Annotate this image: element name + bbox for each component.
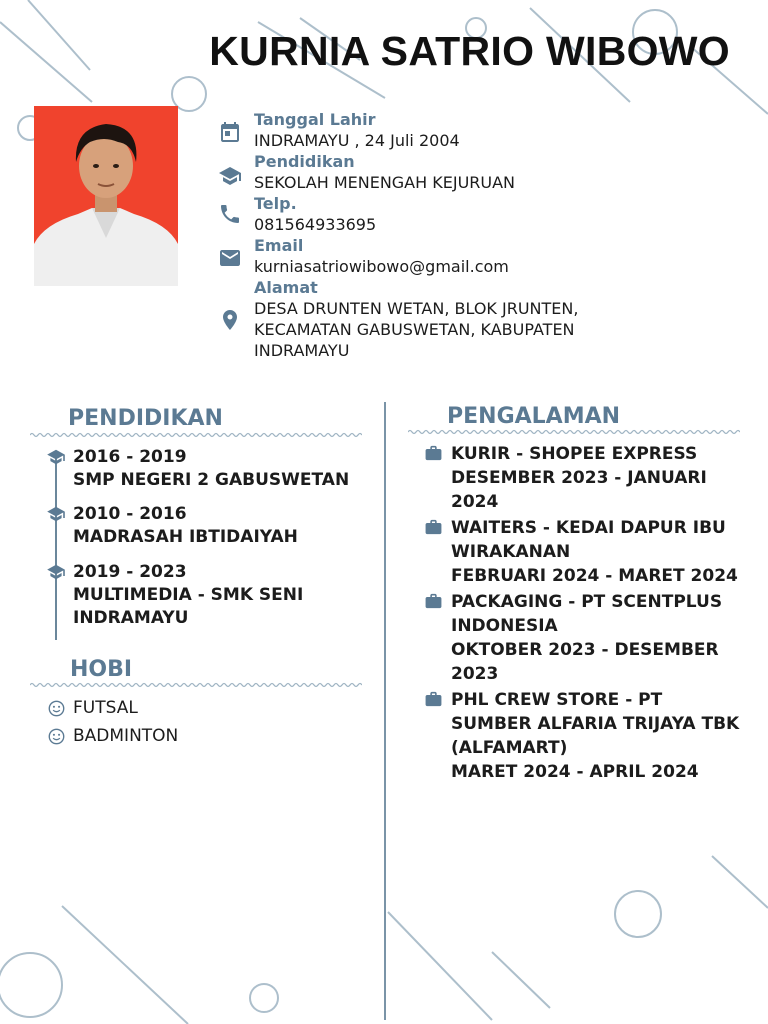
briefcase-icon (424, 691, 443, 707)
info-label: Telp. (254, 194, 297, 213)
experience-role: KURIR - SHOPEE EXPRESS (451, 444, 698, 464)
education-school: MADRASAH IBTIDAIYAH (73, 527, 298, 547)
hobby-item (48, 722, 178, 750)
info-value: INDRAMAYU , 24 Juli 2004 (254, 131, 460, 150)
hobby-label: FUTSAL (73, 698, 138, 718)
mail-icon (218, 246, 242, 270)
smiley-icon (48, 728, 65, 745)
info-value: DESA DRUNTEN WETAN, BLOK JRUNTEN, KECAMATAN GABUSWETAN, KABUPATEN INDRAMAYU (254, 299, 579, 360)
phone-icon (218, 202, 242, 226)
experience-period: DESEMBER 2023 - JANUARI 2024 (451, 468, 707, 512)
info-phone (218, 194, 668, 235)
info-value: SEKOLAH MENENGAH KEJURUAN (254, 173, 516, 192)
education-item (46, 503, 366, 549)
briefcase-icon (424, 593, 443, 609)
info-label: Email (254, 236, 304, 255)
wavy-divider (30, 432, 362, 438)
experience-role: PACKAGING - PT SCENTPLUS INDONESIA (451, 592, 723, 636)
education-years: 2016 - 2019 (73, 447, 187, 467)
location-pin-icon (218, 308, 242, 332)
personal-info (218, 110, 668, 361)
graduation-cap-icon (218, 164, 242, 188)
hobby-item (48, 694, 178, 722)
experience-period: MARET 2024 - APRIL 2024 (451, 762, 699, 782)
briefcase-icon (424, 445, 443, 461)
info-value: kurniasatriowibowo@gmail.com (254, 257, 509, 276)
info-label: Tanggal Lahir (254, 110, 376, 129)
calendar-icon (218, 120, 242, 144)
education-item (46, 446, 366, 492)
experience-item (424, 442, 741, 514)
experience-period: OKTOBER 2023 - DESEMBER 2023 (451, 640, 719, 684)
briefcase-icon (424, 519, 443, 535)
experience-item (424, 688, 741, 784)
section-title-hobi: HOBI (70, 657, 133, 682)
graduation-cap-icon (46, 449, 66, 465)
experience-role: WAITERS - KEDAI DAPUR IBU WIRAKANAN (451, 518, 726, 562)
section-title-pengalaman: PENGALAMAN (447, 404, 621, 429)
info-education (218, 152, 668, 193)
experience-list (424, 442, 754, 786)
info-value: 081564933695 (254, 215, 377, 234)
smiley-icon (48, 700, 65, 717)
hobby-list (48, 694, 178, 750)
column-divider (384, 402, 386, 1020)
experience-item (424, 590, 751, 686)
education-school: MULTIMEDIA - SMK SENI INDRAMAYU (73, 585, 304, 628)
info-address (218, 278, 668, 361)
info-email (218, 236, 668, 277)
wavy-divider (408, 429, 740, 435)
experience-role: PHL CREW STORE - PT SUMBER ALFARIA TRIJAYA TBK (ALFAMART) (451, 690, 740, 758)
wavy-divider (30, 682, 362, 688)
hobby-label: BADMINTON (73, 726, 179, 746)
section-title-pendidikan: PENDIDIKAN (68, 406, 223, 431)
education-item (46, 561, 366, 630)
graduation-cap-icon (46, 506, 66, 522)
experience-period: FEBRUARI 2024 - MARET 2024 (451, 566, 738, 586)
info-birth (218, 110, 668, 151)
experience-item (424, 516, 756, 588)
profile-photo (34, 106, 178, 286)
info-label: Pendidikan (254, 152, 355, 171)
info-label: Alamat (254, 278, 318, 297)
education-school: SMP NEGERI 2 GABUSWETAN (73, 470, 350, 490)
education-years: 2010 - 2016 (73, 504, 187, 524)
education-years: 2019 - 2023 (73, 562, 187, 582)
graduation-cap-icon (46, 564, 66, 580)
full-name: KURNIA SATRIO WIBOWO (209, 28, 730, 74)
